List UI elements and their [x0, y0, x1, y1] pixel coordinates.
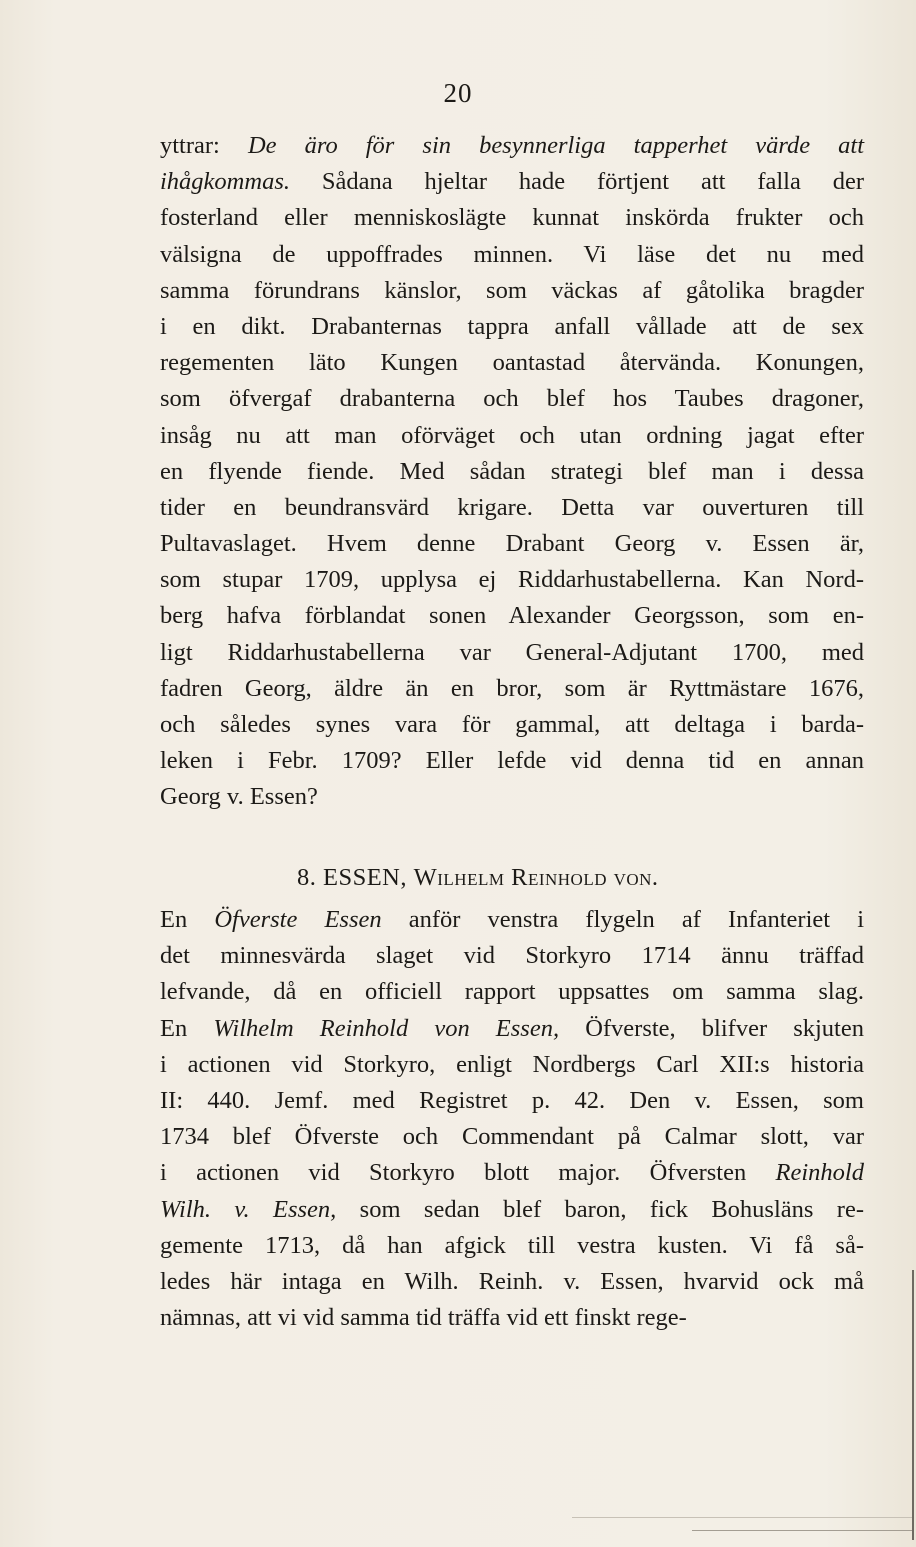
text-line	[160, 345, 864, 381]
text-line	[160, 200, 864, 236]
text-run: i en dikt. Drabanternas tappra anfall vållade att de sex	[160, 312, 864, 340]
text-line	[160, 743, 864, 779]
text-line	[160, 1228, 864, 1264]
paragraph-wilhelm-reinhold-essen	[160, 902, 864, 1336]
text-line	[160, 381, 864, 417]
text-run: ledes här intaga en Wilh. Reinh. v. Essen, hvarvid ock må	[160, 1267, 864, 1295]
italic-text-run: Wilh. v. Essen,	[160, 1195, 337, 1223]
text-run: anför venstra flygeln af Infanteriet i	[381, 906, 865, 933]
text-run: En	[160, 906, 215, 933]
page-edge-mark	[912, 1270, 914, 1540]
section-heading	[297, 864, 659, 892]
text-line	[160, 635, 864, 671]
text-line	[160, 1155, 864, 1191]
text-run: tider en beundransvärd krigare. Detta var ouverturen till	[160, 493, 864, 521]
paragraph-georg-essen	[160, 128, 864, 816]
text-line	[160, 454, 864, 490]
text-run: det minnesvärda slaget vid Storkyro 1714 ännu träffad	[160, 942, 864, 970]
page-edge-mark	[692, 1530, 912, 1531]
text-run: yttrar:	[160, 132, 248, 159]
text-run: regementen läto Kungen oantastad återvända. Konungen,	[160, 349, 864, 377]
text-line	[160, 1192, 864, 1228]
text-line	[160, 562, 864, 598]
text-run: leken i Febr. 1709? Eller lefde vid denna tid en annan	[160, 747, 864, 775]
section-heading-name: Wilhelm Reinhold von.	[413, 864, 659, 891]
text-run: lefvande, då en officiell rapport uppsattes om samma slag.	[160, 978, 864, 1006]
italic-text-run: Wilhelm Reinhold von Essen,	[213, 1014, 560, 1042]
text-line	[160, 1011, 864, 1047]
text-run: en flyende fiende. Med sådan strategi blef man i dessa	[160, 457, 864, 485]
text-run: II: 440. Jemf. med Registret p. 42. Den v. Essen, som	[160, 1086, 864, 1114]
page-number: 20	[443, 78, 473, 108]
text-line	[160, 1264, 864, 1300]
text-line	[160, 671, 864, 707]
text-run: Öfverste, blifver skjuten	[559, 1014, 864, 1042]
text-run: ligt Riddarhustabellerna var General-Adjutant 1700, med	[160, 638, 864, 666]
text-line	[160, 598, 864, 634]
text-run: 1734 blef Öfverste och Commendant på Calmar slott, var	[160, 1123, 864, 1151]
text-run: i actionen vid Storkyro, enligt Nordbergs Carl XII:s historia	[160, 1050, 864, 1078]
italic-text-run: Reinhold	[775, 1159, 864, 1187]
text-run: i actionen vid Storkyro blott major. Öfversten	[160, 1159, 776, 1187]
text-run: Georg v. Essen?	[160, 783, 318, 811]
page-edge-mark	[572, 1517, 912, 1518]
text-line	[160, 1047, 864, 1083]
text-run: samma förundrans känslor, som väckas af gåtolika bragder	[160, 276, 864, 304]
text-run: som öfvergaf drabanterna och blef hos Taubes dragoner,	[160, 385, 864, 413]
text-line	[160, 1119, 864, 1155]
italic-text-run: De äro för sin besynnerliga tapperhet värde att	[247, 132, 864, 159]
text-run: Sådana hjeltar hade förtjent att falla der	[289, 168, 864, 196]
italic-text-run: Öfverste Essen	[214, 906, 382, 933]
text-line	[160, 526, 864, 562]
text-run: En	[160, 1014, 214, 1042]
text-run: nämnas, att vi vid samma tid träffa vid ett finskt rege-	[160, 1304, 687, 1332]
text-run: fosterland eller menniskoslägte kunnat inskörda frukter och	[160, 204, 864, 232]
text-run: välsigna de uppoffrades minnen. Vi läse det nu med	[160, 240, 864, 268]
text-line	[160, 164, 864, 200]
text-line	[160, 974, 864, 1010]
text-run: insåg nu att man oförväget och utan ordning jagat efter	[160, 421, 864, 449]
text-run: gemente 1713, då han afgick till vestra kusten. Vi få så-	[160, 1231, 864, 1259]
text-line	[160, 707, 864, 743]
text-line	[160, 128, 864, 164]
text-line	[160, 779, 864, 815]
text-line	[160, 418, 864, 454]
text-run: som stupar 1709, upplysa ej Riddarhustabellerna. Kan Nord-	[160, 566, 864, 594]
text-line	[160, 1300, 864, 1336]
text-line	[160, 938, 864, 974]
text-run: berg hafva förblandat sonen Alexander Georgsson, som en-	[160, 602, 864, 630]
text-run: och således synes vara för gammal, att deltaga i barda-	[160, 711, 864, 738]
text-line	[160, 490, 864, 526]
text-line	[160, 309, 864, 345]
text-line	[160, 237, 864, 273]
text-run: fadren Georg, äldre än en bror, som är Ryttmästare 1676,	[160, 674, 864, 702]
text-run: Pultavaslaget. Hvem denne Drabant Georg v. Essen är,	[160, 530, 864, 558]
text-run: som sedan blef baron, fick Bohusläns re-	[336, 1195, 865, 1223]
text-line	[160, 273, 864, 309]
text-line	[160, 1083, 864, 1119]
italic-text-run: ihågkommas.	[160, 168, 290, 196]
section-heading-number: 8. ESSEN,	[297, 864, 414, 891]
text-line	[160, 902, 864, 938]
